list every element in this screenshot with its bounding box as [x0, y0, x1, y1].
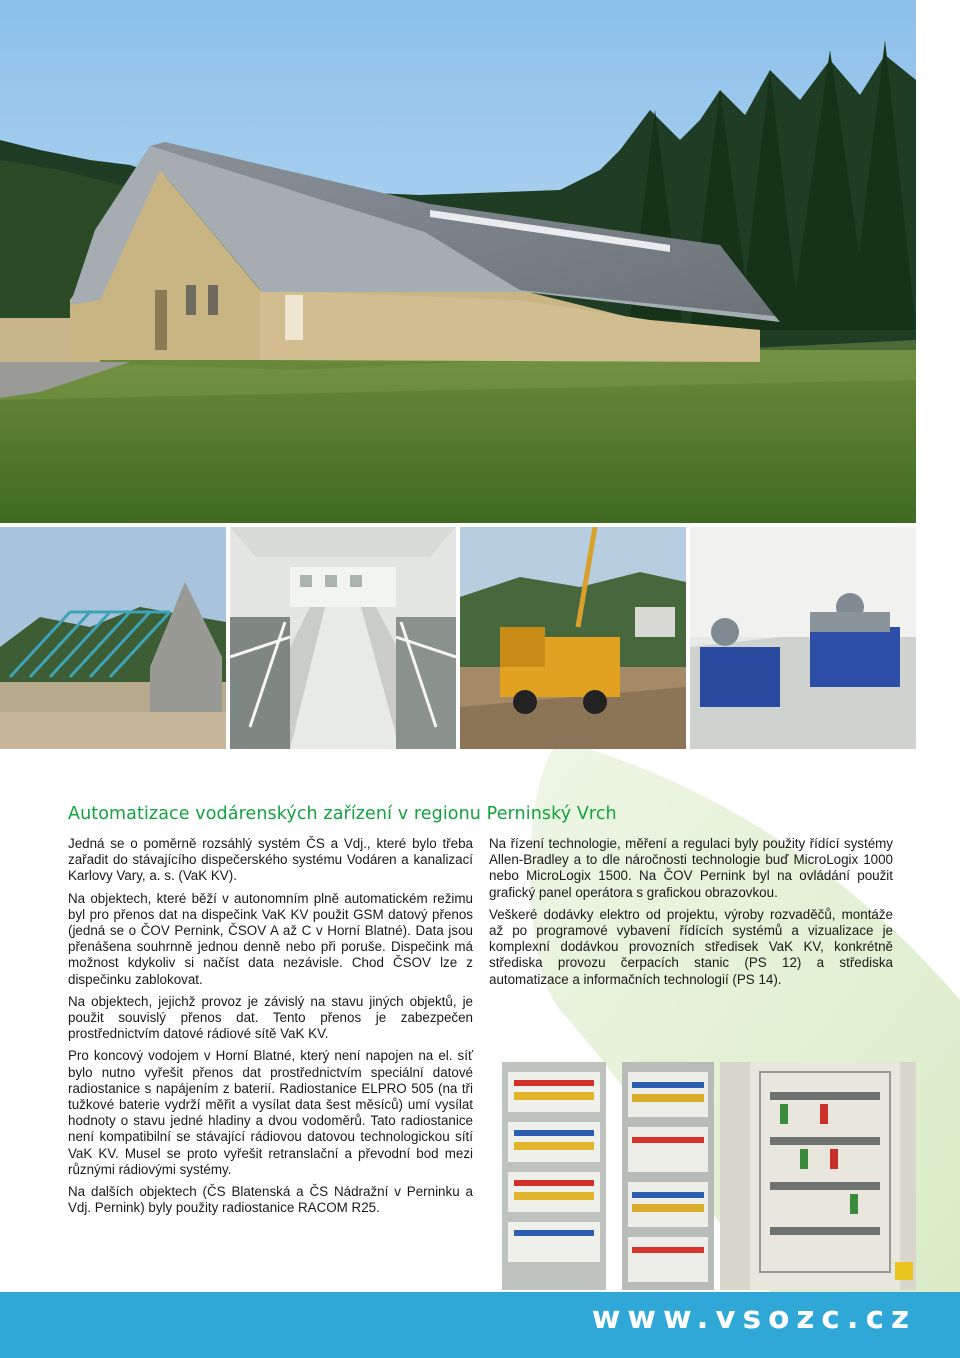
- left-paragraph-4: Pro koncový vodojem v Horní Blatné, který není napojen na el. síť bylo nutno vyřešit přenos dat prostřednictvím speciální datové radiostanice s napájením z baterií. Radiostanice ELPRO 505 (na tři tužkové baterie vydrží měřit a vysílat data šest měsíců) umí vysílat hodnoty o stavu jedné hladiny a dvou vodoměrů. Tato radiostanice není kompatibilní se stávající rádiovou datovou technologickou sítí VaK KV. Musel se proto vyřešit retranslační a převodní bod mezi různými rádiovými systémy.: [68, 1048, 473, 1177]
- left-paragraph-2: Na objektech, které běží v autonomním plně automatickém režimu byl pro přenos dat na dispečink VaK KV použit GSM datový přenos (jedná se o ČOV Pernink, ČSOV A až C v Horní Blatné). Data jsou přenášena souhrnně jednou denně nebo při poruše. Dispečink má možnost kdykoliv si načíst data nezávisle. Chod ČSOV lze z dispečinku zablokovat.: [68, 890, 473, 987]
- left-paragraph-5: Na dalších objektech (ČS Blatenská a ČS Nádražní v Perninku a Vdj. Pernink) byly použity radiostanice RACOM R25.: [68, 1184, 473, 1216]
- building-photo: [0, 0, 916, 523]
- switchboard-photo: [502, 1062, 606, 1290]
- article-title: Automatizace vodárenských zařízení v regionu Perninský Vrch: [68, 804, 617, 824]
- right-column: [489, 836, 893, 994]
- blowers-photo: [690, 527, 916, 749]
- left-paragraph-3: Na objektech, jejichž provoz je závislý na stavu jiných objektů, je použit souvislý přenos dat. Tento přenos je zabezpečen prostřednictvím datové rádiové sítě VaK KV.: [68, 993, 473, 1042]
- left-column: [68, 836, 473, 1222]
- switchboard-photo-2: [622, 1062, 714, 1290]
- tank-walkway-photo: [230, 527, 456, 749]
- right-paragraph-1: Na řízení technologie, měření a regulaci byly použity řídící systémy Allen-Bradley a to dle náročnosti technologie buď MicroLogix 1000 nebo MicroLogix 1500. Na ČOV Pernink byl na ovládání použit grafický panel operátora s grafickou obrazovkou.: [489, 836, 893, 900]
- right-paragraph-2: Veškeré dodávky elektro od projektu, výroby rozvaděčů, montáže až po programové vybavení řídících systémů a vizualizace je komplexní dodávkou provozních středisek VaK KV, konkrétně střediska provozu čerpacích stanic (PS 12) a střediska automatizace a informačních technologií (PS 14).: [489, 906, 893, 987]
- left-paragraph-1: Jedná se o poměrně rozsáhlý systém ČS a Vdj., které bylo třeba zařadit do stávajícího dispečerského systému Vodáren a kanalizací Karlovy Vary, a. s. (VaK KV).: [68, 836, 473, 884]
- website-url: www.vsozc.cz: [591, 1300, 916, 1336]
- open-cabinet-photo: [720, 1062, 916, 1290]
- crane-truck-photo: [460, 527, 686, 749]
- roof-construction-photo: [0, 527, 226, 749]
